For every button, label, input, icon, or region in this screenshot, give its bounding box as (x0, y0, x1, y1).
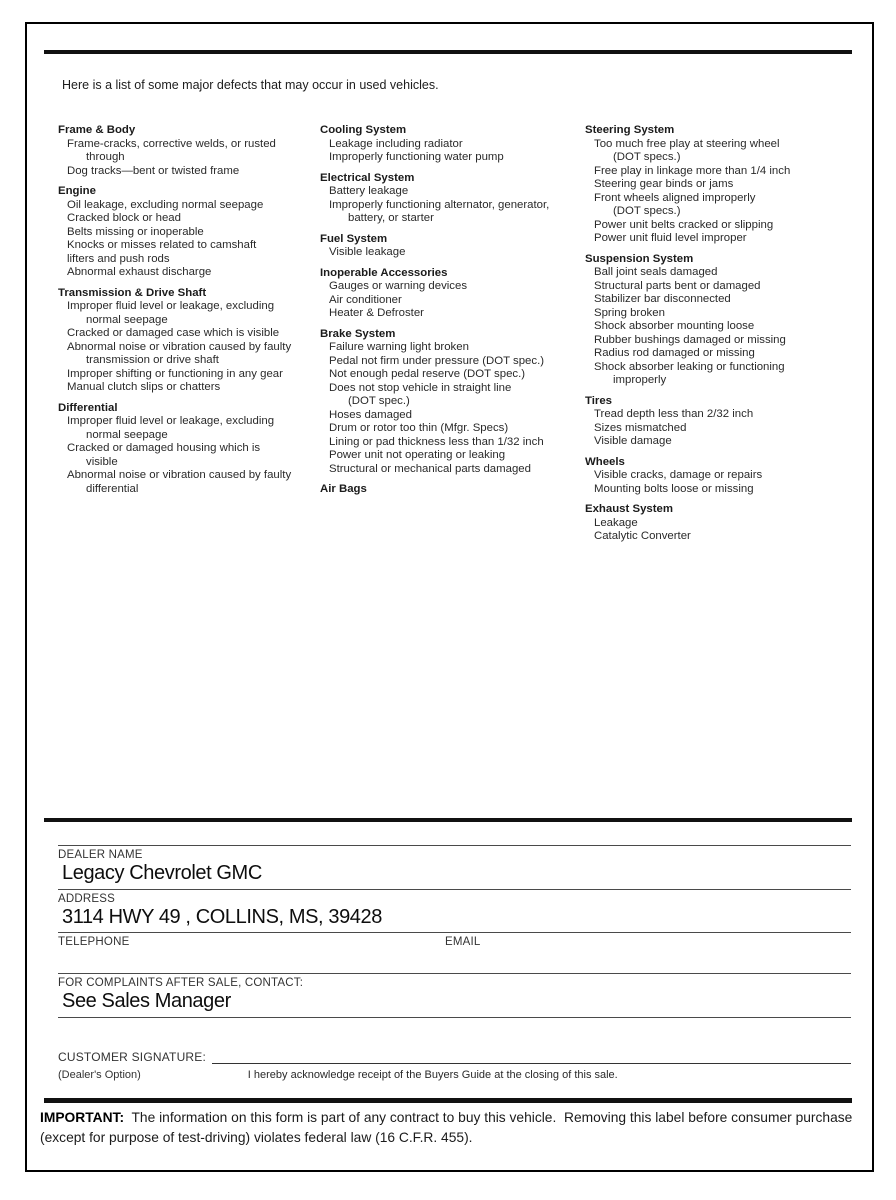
defect-item: Gauges or warning devices (329, 280, 468, 292)
important-text: The information on this form is part of any contract to buy this vehicle. Removing this label before consumer purchase (except for purpose of test-driving) violates federal law (16 C.F.R. 455). (40, 1110, 857, 1145)
customer-signature-row (58, 1050, 851, 1064)
dealer-info-form (58, 845, 851, 1081)
top-rule (44, 50, 852, 54)
defect-item: Sizes mismatched (594, 421, 687, 434)
defect-category-title: Tires (585, 394, 613, 407)
defect-item: Shock absorber mounting loose (594, 320, 755, 332)
address-value: 3114 HWY 49 , COLLINS, MS, 39428 (62, 906, 382, 928)
defect-category-title: Exhaust System (585, 503, 673, 515)
defect-item: Oil leakage, excluding normal seepage (67, 198, 264, 211)
defect-item: Structural or mechanical parts damaged (329, 462, 531, 475)
defect-item: Leakage including radiator (329, 137, 463, 150)
defect-category (585, 456, 851, 497)
defect-item: Knocks or misses related to camshaft (67, 239, 257, 251)
dealer-name-value: Legacy Chevrolet GMC (62, 862, 262, 884)
defect-item: Improperly functioning alternator, generator, battery, or starter (329, 198, 550, 224)
defect-category (58, 185, 320, 280)
telephone-field (58, 933, 445, 973)
defect-item: Ball joint seals damaged (594, 266, 718, 278)
telephone-email-row (58, 932, 851, 973)
defect-item: Pedal not firm under pressure (DOT spec.) (329, 354, 545, 367)
defect-item: Too much free play at steering wheel (DOT specs.) (594, 137, 780, 163)
defect-item: Leakage (594, 516, 638, 529)
defects-list (58, 124, 851, 551)
defect-item: Power unit belts cracked or slipping (594, 218, 774, 231)
defect-item: Air conditioner (329, 293, 402, 306)
defect-item: Improperly functioning water pump (329, 151, 504, 163)
defect-item: lifters and push rods (67, 252, 170, 265)
defect-item: Abnormal exhaust discharge (67, 266, 212, 278)
defect-category (58, 124, 320, 178)
intro-text: Here is a list of some major defects that may occur in used vehicles. (62, 78, 439, 92)
defect-item: Visible leakage (329, 246, 406, 258)
defect-category-title: Engine (58, 185, 96, 197)
defect-category (585, 503, 851, 544)
defect-item: Front wheels aligned improperly (DOT specs.) (594, 191, 756, 217)
defect-item: Visible damage (594, 435, 672, 447)
defect-category (320, 267, 585, 321)
defect-category (585, 253, 851, 388)
important-section-rule (44, 1098, 852, 1103)
defect-item: Tread depth less than 2/32 inch (594, 408, 754, 420)
defect-item: Visible cracks, damage or repairs (594, 469, 763, 481)
complaints-label: FOR COMPLAINTS AFTER SALE, CONTACT: (58, 977, 304, 989)
defect-category (585, 395, 851, 449)
defect-item: Hoses damaged (329, 408, 412, 421)
defect-category-title: Transmission & Drive Shaft (58, 286, 207, 299)
dealer-section-rule (44, 818, 852, 822)
defect-item: Battery leakage (329, 185, 409, 197)
defect-item: Power unit fluid level improper (594, 232, 747, 244)
defect-item: Stabilizer bar disconnected (594, 293, 731, 305)
defect-item: Dog tracks—bent or twisted frame (67, 164, 240, 177)
defect-item: Belts missing or inoperable (67, 225, 204, 238)
defect-item: Cracked or damaged housing which is visible (67, 442, 261, 468)
signature-line (212, 1050, 851, 1064)
defect-item: Power unit not operating or leaking (329, 449, 506, 461)
defect-item: Does not stop vehicle in straight line (DOT spec.) (329, 381, 512, 407)
defect-category-title: Suspension System (585, 252, 694, 265)
defect-item: Abnormal noise or vibration caused by faulty transmission or drive shaft (67, 340, 292, 366)
defect-category-title: Differential (58, 401, 118, 414)
defect-category-title: Brake System (320, 327, 396, 340)
address-field (58, 889, 851, 932)
defects-column-3 (585, 124, 851, 551)
email-field (445, 933, 851, 973)
complaints-contact-field (58, 973, 851, 1018)
customer-signature-label: CUSTOMER SIGNATURE: (58, 1050, 207, 1064)
defect-item: Frame-cracks, corrective welds, or rusted through (67, 137, 276, 163)
dealer-name-label: DEALER NAME (58, 849, 143, 861)
address-label: ADDRESS (58, 893, 115, 905)
defect-item: Radius rod damaged or missing (594, 347, 755, 359)
defect-item: Shock absorber leaking or functioning improperly (594, 360, 785, 386)
important-label: IMPORTANT: (40, 1110, 125, 1125)
defect-item: Drum or rotor too thin (Mfgr. Specs) (329, 422, 509, 434)
defect-item: Improper shifting or functioning in any gear (67, 367, 283, 380)
defect-category (320, 328, 585, 477)
defect-category (320, 172, 585, 226)
defect-item: Mounting bolts loose or missing (594, 482, 754, 495)
defects-column-2 (320, 124, 585, 551)
defect-item: Heater & Defroster (329, 307, 424, 319)
defect-category (320, 483, 585, 497)
defect-category (320, 124, 585, 165)
defect-category (320, 233, 585, 260)
defect-category-title: Steering System (585, 124, 675, 136)
dealer-name-field (58, 845, 851, 889)
defect-item: Improper fluid level or leakage, excluding normal seepage (67, 300, 275, 326)
defect-category (58, 402, 320, 497)
defect-item: Catalytic Converter (594, 530, 691, 542)
defect-item: Abnormal noise or vibration caused by faulty differential (67, 469, 292, 495)
defect-item: Rubber bushings damaged or missing (594, 333, 786, 346)
defect-item: Cracked or damaged case which is visible (67, 327, 280, 339)
telephone-label: TELEPHONE (58, 936, 130, 948)
defect-category-title: Electrical System (320, 171, 415, 184)
defect-category-title: Frame & Body (58, 124, 136, 136)
defect-item: Structural parts bent or damaged (594, 279, 761, 292)
defect-item: Not enough pedal reserve (DOT spec.) (329, 368, 526, 380)
signature-caption-row (58, 1069, 851, 1081)
defect-item: Manual clutch slips or chatters (67, 381, 221, 393)
defect-category-title: Wheels (585, 455, 625, 468)
defects-column-1 (58, 124, 320, 551)
defect-item: Steering gear binds or jams (594, 178, 734, 190)
buyers-guide-page (25, 22, 874, 1172)
dealer-option-note: (Dealer's Option) (58, 1069, 141, 1081)
defect-item: Improper fluid level or leakage, excluding normal seepage (67, 415, 275, 441)
defect-category (58, 287, 320, 395)
acknowledgement-text: I hereby acknowledge receipt of the Buyers Guide at the closing of this sale. (247, 1069, 618, 1081)
defect-item: Failure warning light broken (329, 341, 469, 353)
defect-category-title: Inoperable Accessories (320, 266, 448, 279)
defect-item: Free play in linkage more than 1/4 inch (594, 164, 791, 177)
defect-item: Cracked block or head (67, 212, 181, 224)
defect-item: Lining or pad thickness less than 1/32 inch (329, 435, 544, 448)
email-label: EMAIL (445, 936, 481, 948)
defect-category-title: Cooling System (320, 124, 407, 136)
defect-item: Spring broken (594, 306, 665, 319)
defect-category-title: Air Bags (320, 483, 367, 495)
defect-category-title: Fuel System (320, 232, 388, 245)
defect-category (585, 124, 851, 246)
important-notice (40, 1108, 857, 1147)
complaints-value: See Sales Manager (62, 990, 231, 1012)
